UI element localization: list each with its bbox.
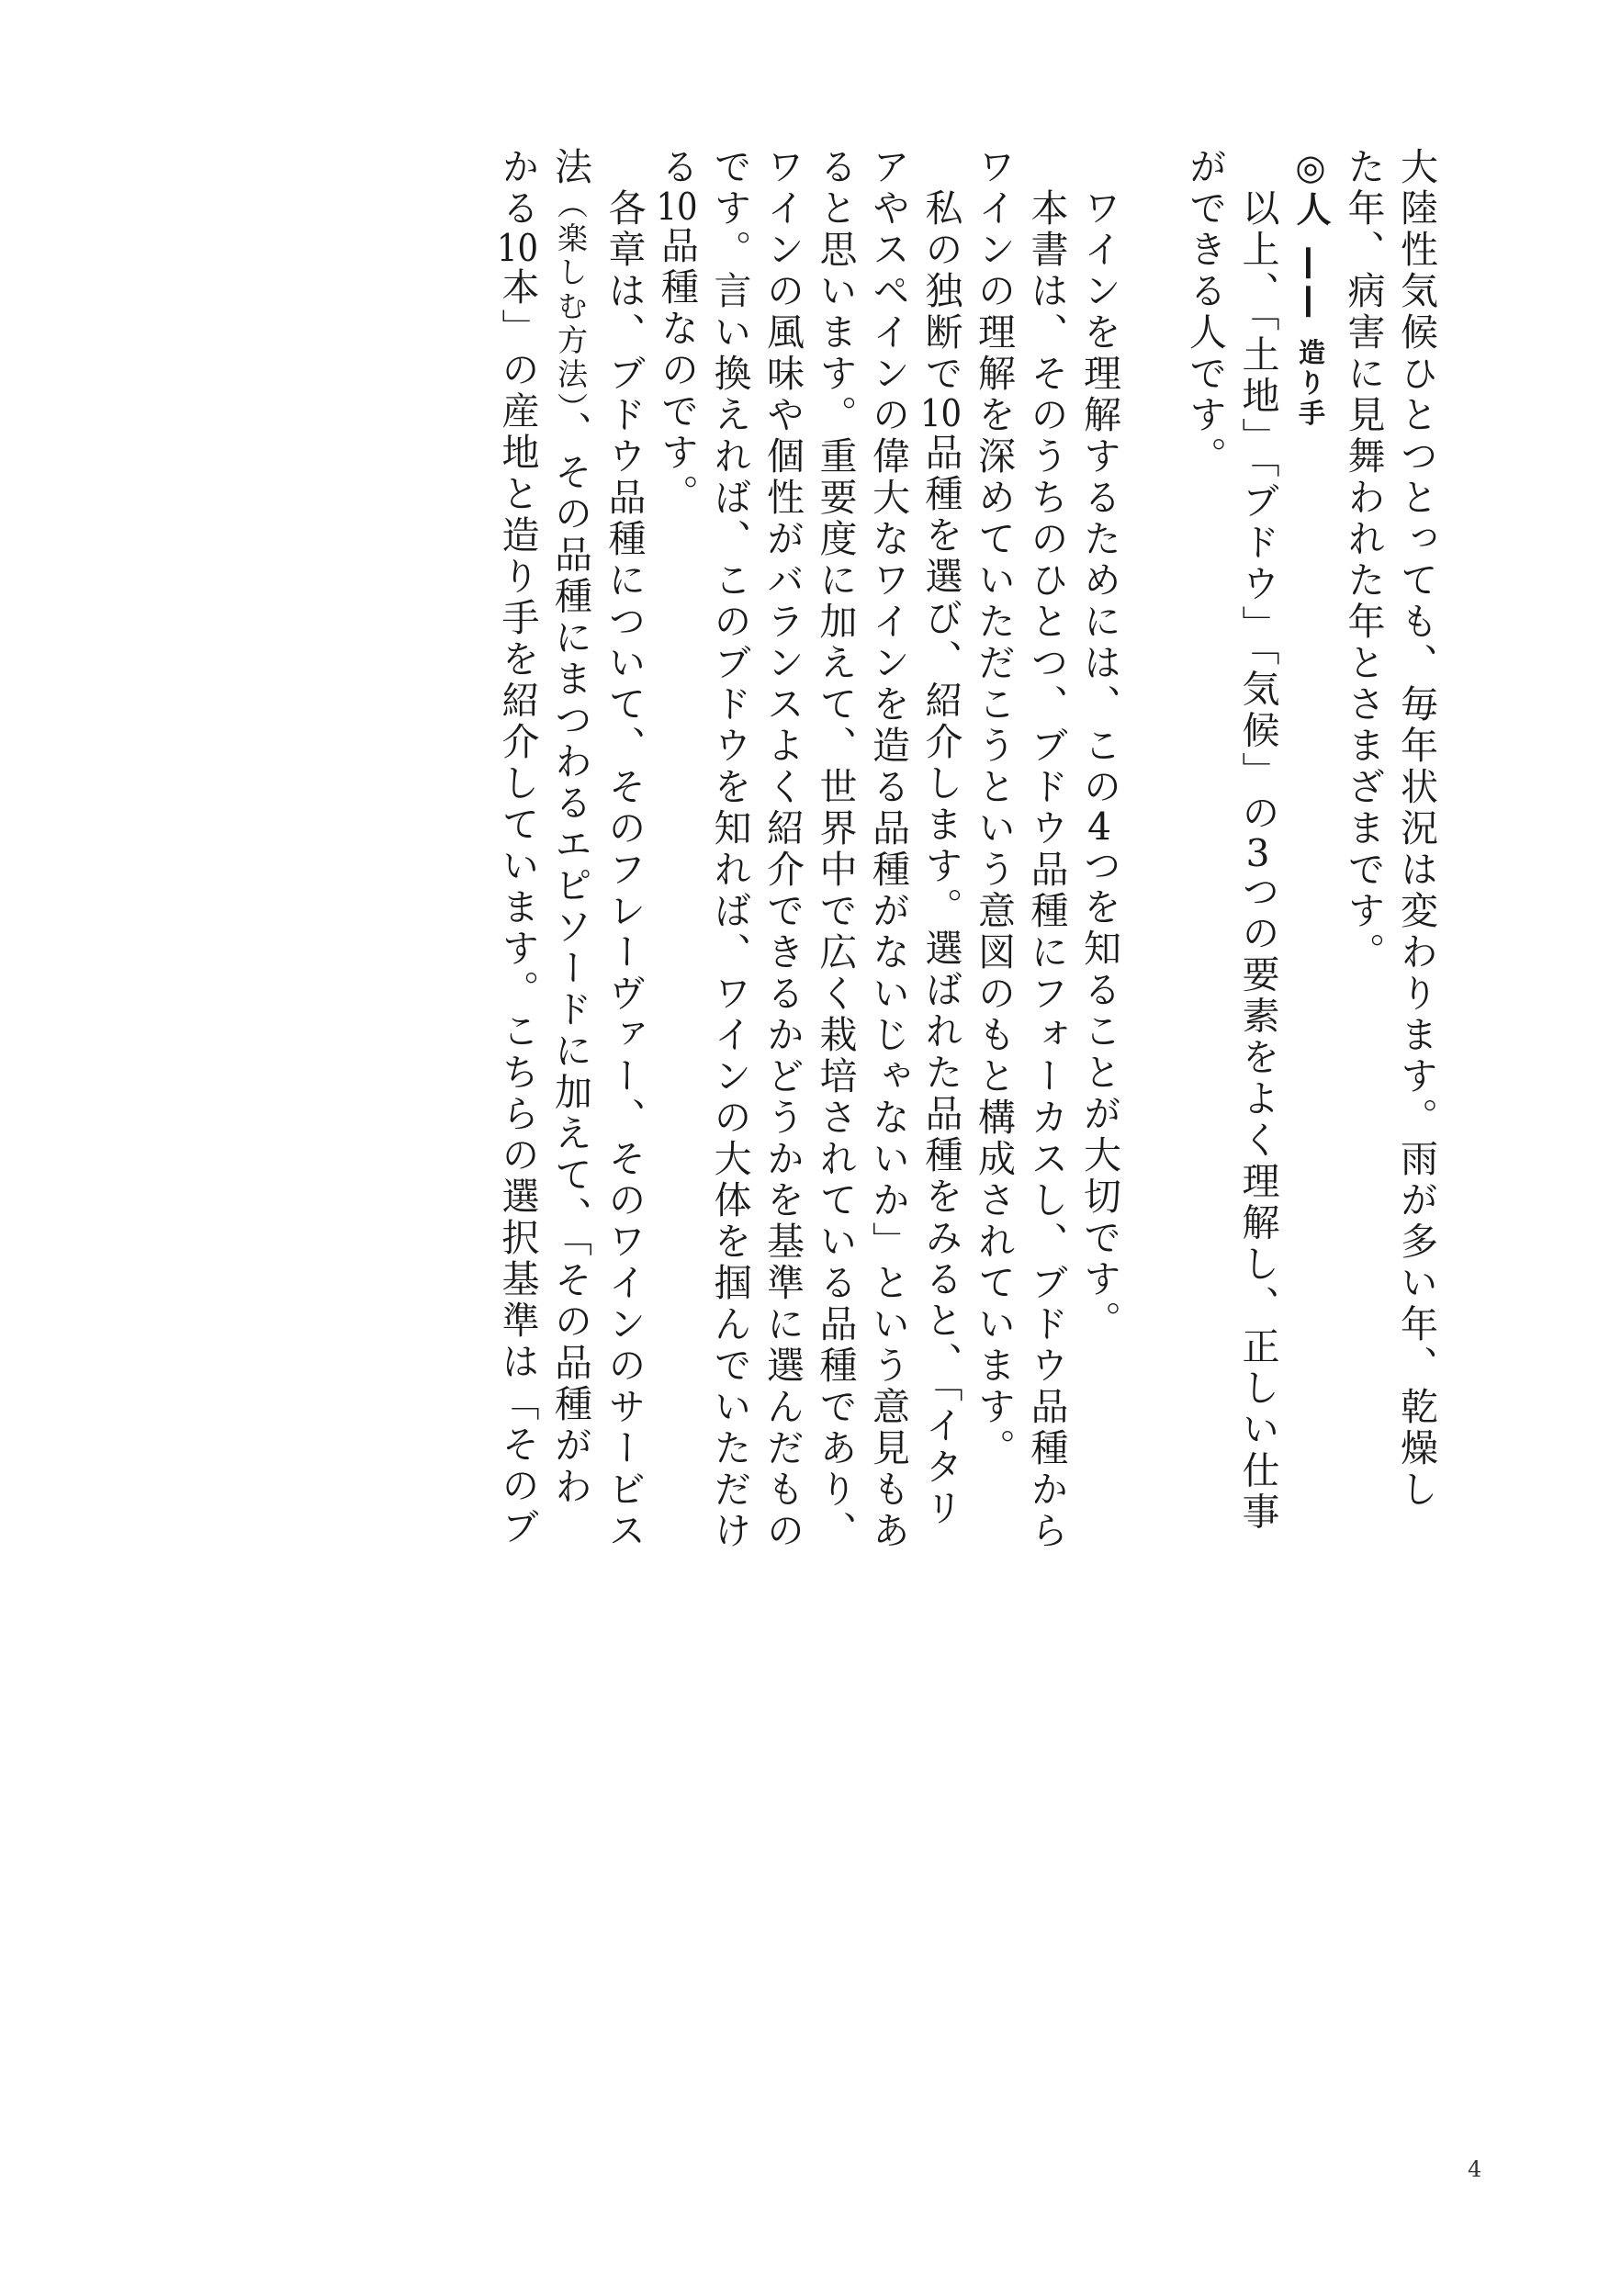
heading-subtitle: 造り手 <box>1295 338 1326 430</box>
text-line: 私の独断で10品種を選び、紹介します。選ばれた品種をみると、「イタリ <box>918 188 963 1530</box>
text-line: 以上、「土地」「ブドウ」「気候」の3つの要素をよく理解し、正しい仕事 <box>1235 188 1280 1534</box>
paragraph-spacer <box>1125 147 1178 1442</box>
heading-dash: —— <box>1290 245 1331 323</box>
heading-mark: ◎人 <box>1290 147 1331 230</box>
text-line: ワインを理解するためには、この4つを知ることが大切です。 <box>1077 188 1121 1342</box>
text-line: 法（楽しむ方法）、その品種にまつわるエピソードに加えて、「その品種がわ <box>548 147 592 1508</box>
page-number: 4 <box>1468 2156 1482 2182</box>
section-heading-maker <box>1284 147 1337 1442</box>
text-line: ワインの風味や個性がバランスよく紹介できるかどうかを基準に選んだもの <box>760 147 805 1552</box>
text-line: ワインの理解を深めていただこうという意図のもと構成されています。 <box>972 147 1016 1469</box>
text-line: アやスペインの偉大なワインを造る品種がないじゃないか」という意見もあ <box>866 147 910 1552</box>
text-line: かる10本」の産地と造り手を紹介しています。こちらの選択基準は「そのブ <box>495 147 540 1548</box>
text-line: 本書は、そのうちのひとつ、ブドウ品種にフォーカスし、ブドウ品種から <box>1024 188 1069 1552</box>
text-line: た年、病害に見舞われた年とさまざまです。 <box>1341 147 1386 974</box>
text-line: 各章は、ブドウ品種について、そのフレーヴァー、そのワインのサービス <box>602 188 647 1552</box>
text-line: ると思います。重要度に加えて、世界中で広く栽培されている品種であり、 <box>813 147 858 1552</box>
text-line: ができる人です。 <box>1183 147 1227 478</box>
vertical-text-body <box>490 147 1442 1552</box>
text-line: る10品種なのです。 <box>655 147 699 515</box>
text-line: 大陸性気候ひとつとっても、毎年状況は変わります。雨が多い年、乾燥し <box>1394 147 1438 1511</box>
text-line: です。言い換えれば、このブドウを知れば、ワインの大体を掴んでいただけ <box>707 147 752 1552</box>
